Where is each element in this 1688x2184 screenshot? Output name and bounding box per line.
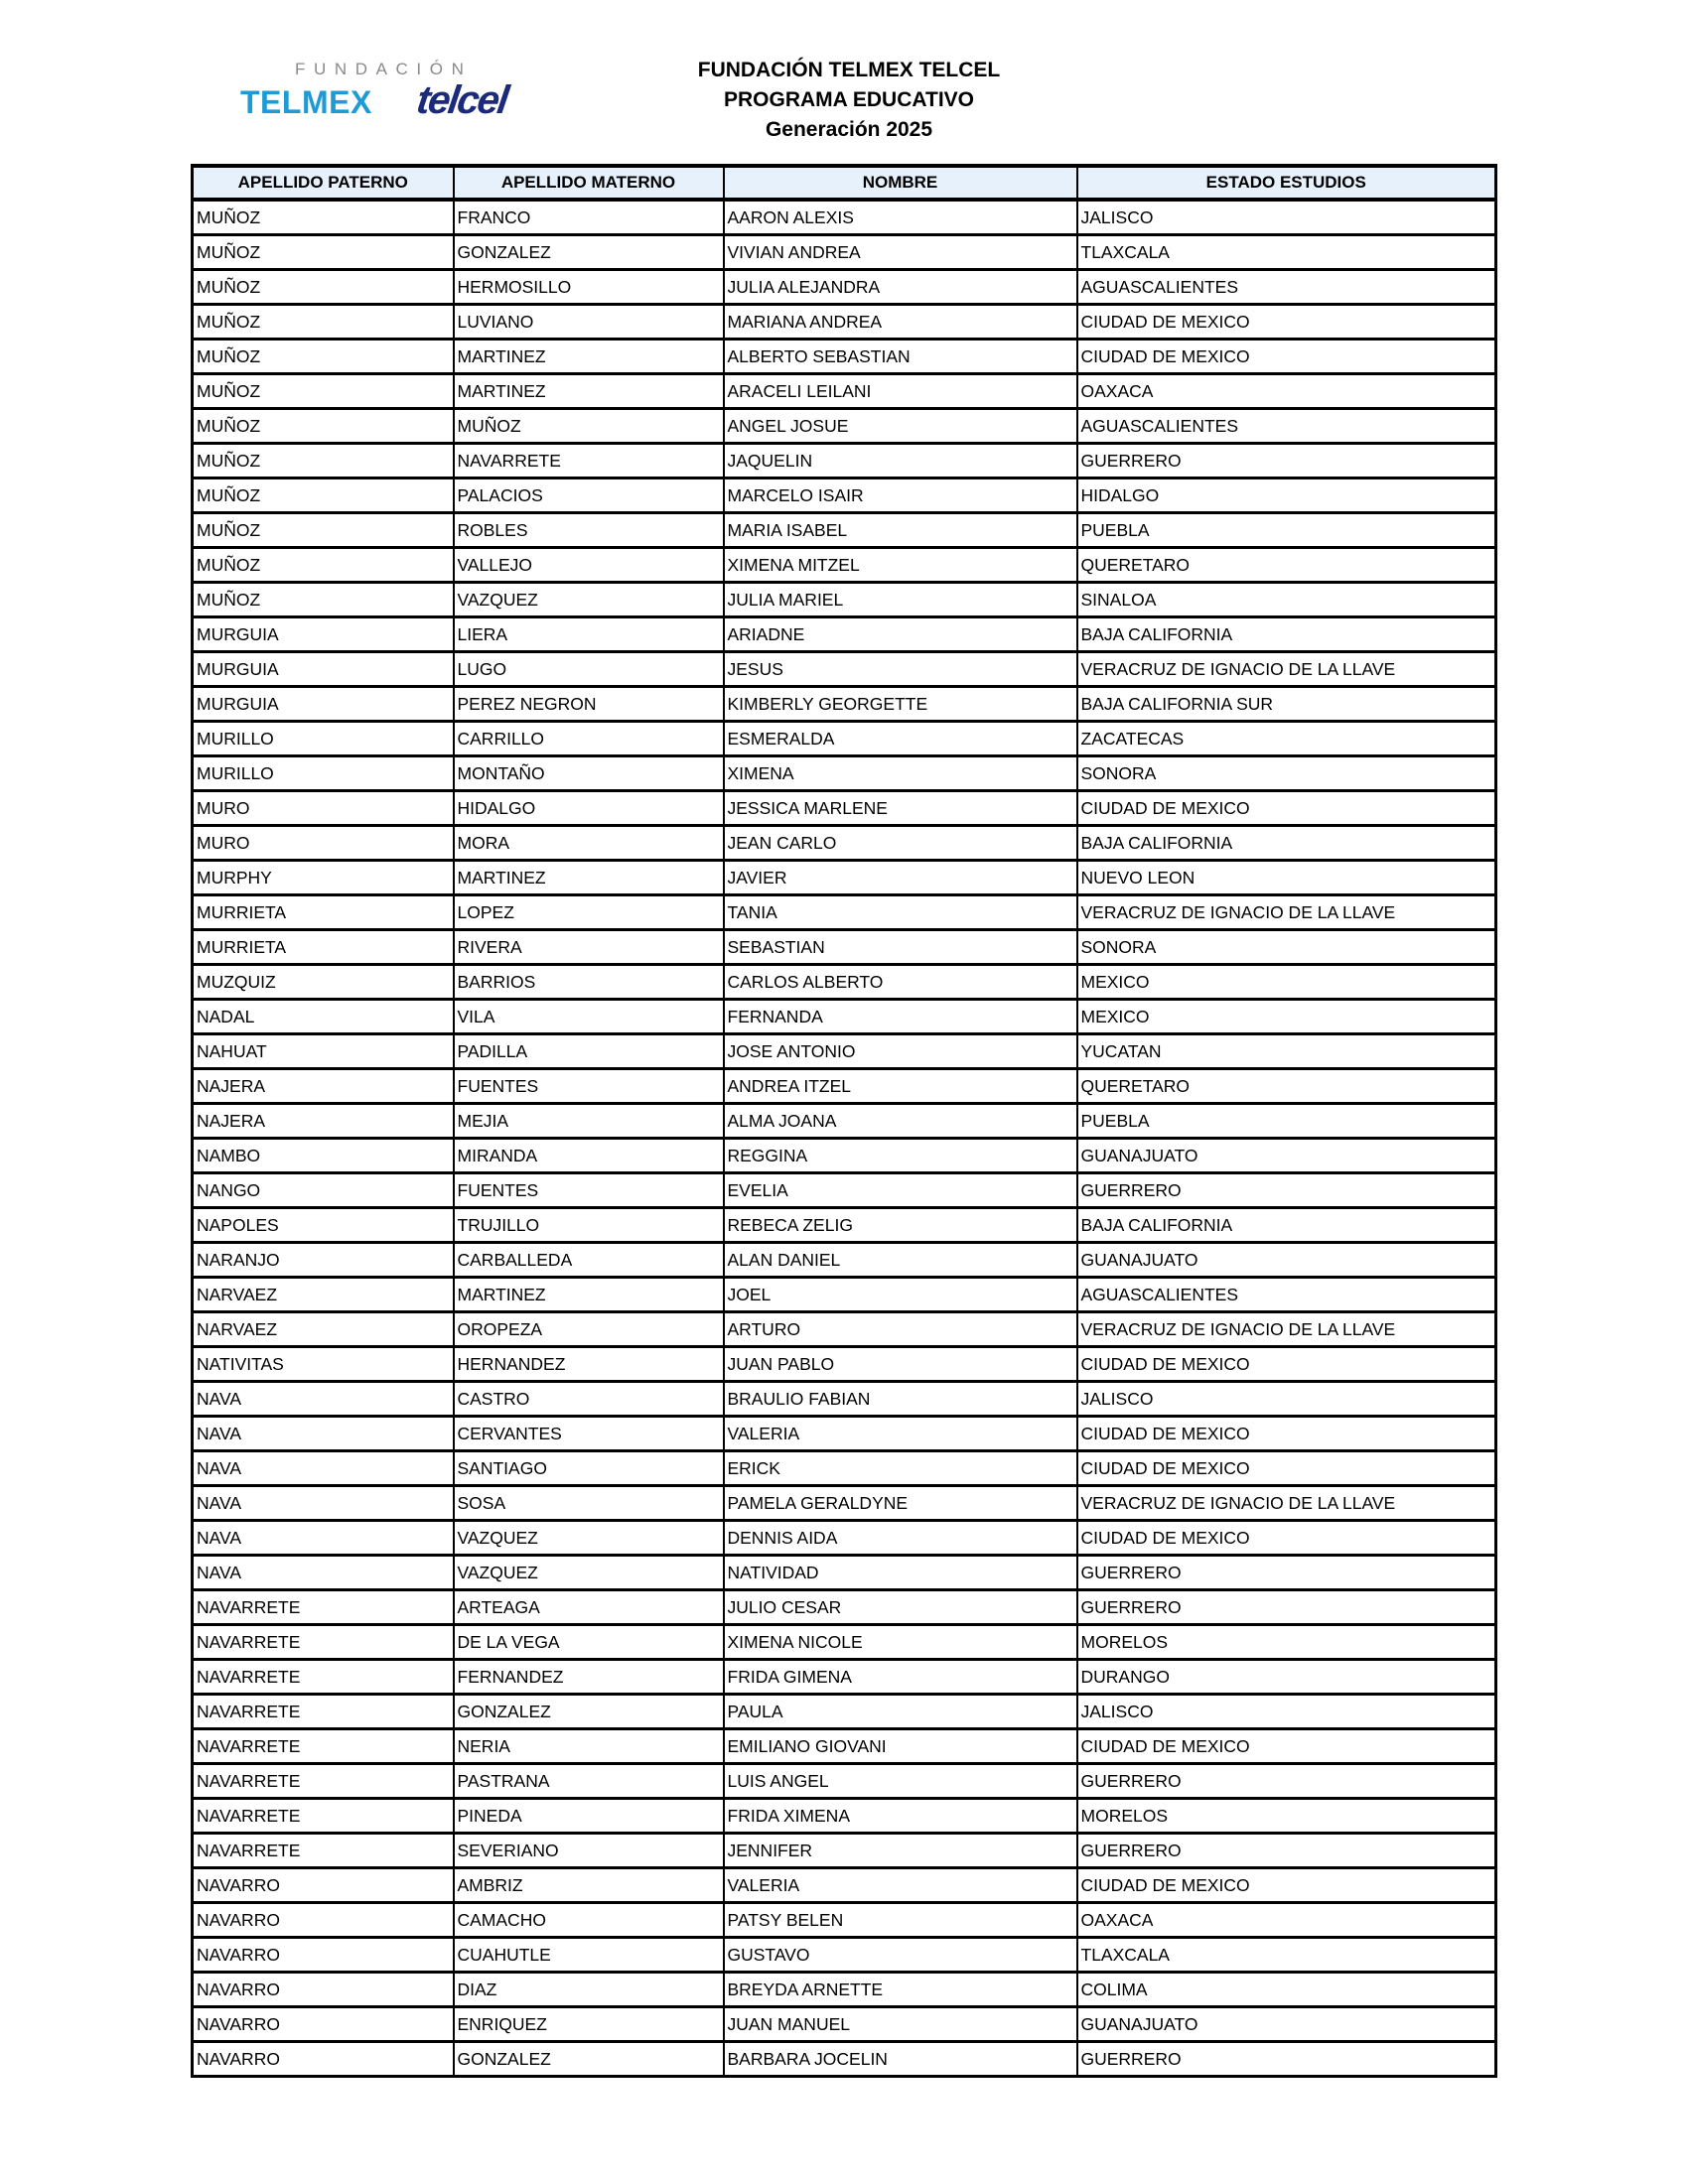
apellido-paterno-cell: MURRIETA bbox=[193, 930, 454, 965]
apellido-materno-cell: GONZALEZ bbox=[454, 235, 724, 270]
nombre-cell: VIVIAN ANDREA bbox=[724, 235, 1077, 270]
estado-estudios-cell: CIUDAD DE MEXICO bbox=[1077, 340, 1496, 374]
table-row bbox=[193, 861, 1496, 895]
apellido-materno-cell: ARTEAGA bbox=[454, 1590, 724, 1625]
estado-estudios-cell: OAXACA bbox=[1077, 374, 1496, 409]
apellido-paterno-cell: MURILLO bbox=[193, 722, 454, 756]
nombre-cell: AARON ALEXIS bbox=[724, 200, 1077, 235]
estado-estudios-cell: GUERRERO bbox=[1077, 1590, 1496, 1625]
apellido-paterno-cell: MUÑOZ bbox=[193, 374, 454, 409]
nombre-cell: JESSICA MARLENE bbox=[724, 791, 1077, 826]
fundacion-telmex-telcel-logo bbox=[238, 58, 556, 127]
nombre-cell: VALERIA bbox=[724, 1868, 1077, 1903]
apellido-materno-cell: MARTINEZ bbox=[454, 1278, 724, 1312]
apellido-materno-cell: RIVERA bbox=[454, 930, 724, 965]
table-row bbox=[193, 270, 1496, 305]
apellido-paterno-cell: NAVARRO bbox=[193, 1868, 454, 1903]
apellido-materno-cell: FUENTES bbox=[454, 1173, 724, 1208]
table-row bbox=[193, 1695, 1496, 1729]
apellido-paterno-cell: NAVARRETE bbox=[193, 1764, 454, 1799]
estado-estudios-cell: GUERRERO bbox=[1077, 1173, 1496, 1208]
nombre-cell: JESUS bbox=[724, 652, 1077, 687]
estado-estudios-cell: JALISCO bbox=[1077, 1695, 1496, 1729]
apellido-materno-cell: SOSA bbox=[454, 1486, 724, 1521]
apellido-materno-cell: LOPEZ bbox=[454, 895, 724, 930]
estado-estudios-cell: TLAXCALA bbox=[1077, 235, 1496, 270]
apellido-materno-cell: NERIA bbox=[454, 1729, 724, 1764]
estado-estudios-cell: CIUDAD DE MEXICO bbox=[1077, 1347, 1496, 1382]
estado-estudios-cell: VERACRUZ DE IGNACIO DE LA LLAVE bbox=[1077, 895, 1496, 930]
nombre-cell: ANGEL JOSUE bbox=[724, 409, 1077, 444]
table-row bbox=[193, 374, 1496, 409]
nombre-cell: XIMENA bbox=[724, 756, 1077, 791]
estado-estudios-cell: ZACATECAS bbox=[1077, 722, 1496, 756]
apellido-materno-cell: MARTINEZ bbox=[454, 340, 724, 374]
nombre-cell: BREYDA ARNETTE bbox=[724, 1973, 1077, 2007]
apellido-paterno-cell: MUÑOZ bbox=[193, 409, 454, 444]
apellido-materno-cell: VAZQUEZ bbox=[454, 1556, 724, 1590]
apellido-materno-cell: VALLEJO bbox=[454, 548, 724, 583]
table-row bbox=[193, 305, 1496, 340]
estado-estudios-cell: JALISCO bbox=[1077, 1382, 1496, 1417]
column-header-apellido-materno: APELLIDO MATERNO bbox=[454, 166, 724, 200]
table-row bbox=[193, 826, 1496, 861]
estado-estudios-cell: COLIMA bbox=[1077, 1973, 1496, 2007]
estado-estudios-cell: CIUDAD DE MEXICO bbox=[1077, 1868, 1496, 1903]
estado-estudios-cell: QUERETARO bbox=[1077, 1069, 1496, 1104]
table-row bbox=[193, 1868, 1496, 1903]
nombre-cell: XIMENA NICOLE bbox=[724, 1625, 1077, 1660]
apellido-materno-cell: CASTRO bbox=[454, 1382, 724, 1417]
nombre-cell: SEBASTIAN bbox=[724, 930, 1077, 965]
apellido-materno-cell: GONZALEZ bbox=[454, 2042, 724, 2077]
apellido-materno-cell: VAZQUEZ bbox=[454, 1521, 724, 1556]
students-table bbox=[191, 164, 1497, 2078]
nombre-cell: FRIDA XIMENA bbox=[724, 1799, 1077, 1834]
column-header-nombre: NOMBRE bbox=[724, 166, 1077, 200]
estado-estudios-cell: DURANGO bbox=[1077, 1660, 1496, 1695]
estado-estudios-cell: BAJA CALIFORNIA bbox=[1077, 826, 1496, 861]
apellido-paterno-cell: NAVARRETE bbox=[193, 1695, 454, 1729]
apellido-paterno-cell: NAVARRETE bbox=[193, 1625, 454, 1660]
nombre-cell: MARIA ISABEL bbox=[724, 513, 1077, 548]
logo-telcel-text: telcel bbox=[413, 78, 510, 122]
nombre-cell: JOSE ANTONIO bbox=[724, 1034, 1077, 1069]
apellido-paterno-cell: NAVA bbox=[193, 1382, 454, 1417]
document-title bbox=[596, 56, 1102, 145]
estado-estudios-cell: AGUASCALIENTES bbox=[1077, 409, 1496, 444]
table-header-row bbox=[193, 166, 1496, 200]
apellido-paterno-cell: MURRIETA bbox=[193, 895, 454, 930]
estado-estudios-cell: GUANAJUATO bbox=[1077, 1243, 1496, 1278]
nombre-cell: VALERIA bbox=[724, 1417, 1077, 1451]
apellido-paterno-cell: NAVARRO bbox=[193, 1973, 454, 2007]
nombre-cell: JOEL bbox=[724, 1278, 1077, 1312]
title-generation: Generación 2025 bbox=[765, 118, 933, 141]
table-row bbox=[193, 1521, 1496, 1556]
nombre-cell: JEAN CARLO bbox=[724, 826, 1077, 861]
table-row bbox=[193, 1000, 1496, 1034]
nombre-cell: TANIA bbox=[724, 895, 1077, 930]
table-row bbox=[193, 1417, 1496, 1451]
estado-estudios-cell: GUERRERO bbox=[1077, 2042, 1496, 2077]
apellido-paterno-cell: NAVARRETE bbox=[193, 1799, 454, 1834]
table-row bbox=[193, 1243, 1496, 1278]
column-header-apellido-paterno: APELLIDO PATERNO bbox=[193, 166, 454, 200]
apellido-paterno-cell: NARANJO bbox=[193, 1243, 454, 1278]
nombre-cell: MARCELO ISAIR bbox=[724, 478, 1077, 513]
table-row bbox=[193, 1729, 1496, 1764]
nombre-cell: DENNIS AIDA bbox=[724, 1521, 1077, 1556]
estado-estudios-cell: GUERRERO bbox=[1077, 1834, 1496, 1868]
nombre-cell: JENNIFER bbox=[724, 1834, 1077, 1868]
table-row bbox=[193, 965, 1496, 1000]
apellido-materno-cell: BARRIOS bbox=[454, 965, 724, 1000]
apellido-materno-cell: VAZQUEZ bbox=[454, 583, 724, 617]
table-row bbox=[193, 1347, 1496, 1382]
apellido-paterno-cell: NAHUAT bbox=[193, 1034, 454, 1069]
table-row bbox=[193, 444, 1496, 478]
apellido-materno-cell: HERMOSILLO bbox=[454, 270, 724, 305]
estado-estudios-cell: SINALOA bbox=[1077, 583, 1496, 617]
apellido-materno-cell: CERVANTES bbox=[454, 1417, 724, 1451]
estado-estudios-cell: BAJA CALIFORNIA bbox=[1077, 617, 1496, 652]
table-row bbox=[193, 1451, 1496, 1486]
nombre-cell: ARIADNE bbox=[724, 617, 1077, 652]
estado-estudios-cell: PUEBLA bbox=[1077, 1104, 1496, 1139]
apellido-paterno-cell: NARVAEZ bbox=[193, 1278, 454, 1312]
apellido-materno-cell: MONTAÑO bbox=[454, 756, 724, 791]
table-row bbox=[193, 409, 1496, 444]
estado-estudios-cell: HIDALGO bbox=[1077, 478, 1496, 513]
apellido-materno-cell: ROBLES bbox=[454, 513, 724, 548]
estado-estudios-cell: TLAXCALA bbox=[1077, 1938, 1496, 1973]
apellido-materno-cell: CARRILLO bbox=[454, 722, 724, 756]
apellido-materno-cell: PADILLA bbox=[454, 1034, 724, 1069]
apellido-paterno-cell: MUZQUIZ bbox=[193, 965, 454, 1000]
apellido-paterno-cell: MURO bbox=[193, 791, 454, 826]
table-row bbox=[193, 687, 1496, 722]
estado-estudios-cell: MORELOS bbox=[1077, 1799, 1496, 1834]
apellido-materno-cell: MEJIA bbox=[454, 1104, 724, 1139]
estado-estudios-cell: AGUASCALIENTES bbox=[1077, 1278, 1496, 1312]
nombre-cell: JAQUELIN bbox=[724, 444, 1077, 478]
estado-estudios-cell: GUERRERO bbox=[1077, 444, 1496, 478]
apellido-paterno-cell: NAVARRO bbox=[193, 1903, 454, 1938]
estado-estudios-cell: CIUDAD DE MEXICO bbox=[1077, 791, 1496, 826]
table-row bbox=[193, 1382, 1496, 1417]
apellido-materno-cell: FERNANDEZ bbox=[454, 1660, 724, 1695]
nombre-cell: BARBARA JOCELIN bbox=[724, 2042, 1077, 2077]
table-row bbox=[193, 930, 1496, 965]
table-row bbox=[193, 1764, 1496, 1799]
apellido-materno-cell: LUGO bbox=[454, 652, 724, 687]
apellido-paterno-cell: NAVA bbox=[193, 1417, 454, 1451]
nombre-cell: ALMA JOANA bbox=[724, 1104, 1077, 1139]
nombre-cell: JAVIER bbox=[724, 861, 1077, 895]
apellido-paterno-cell: NAVARRETE bbox=[193, 1834, 454, 1868]
apellido-paterno-cell: NARVAEZ bbox=[193, 1312, 454, 1347]
nombre-cell: JUAN PABLO bbox=[724, 1347, 1077, 1382]
nombre-cell: ANDREA ITZEL bbox=[724, 1069, 1077, 1104]
apellido-paterno-cell: MURGUIA bbox=[193, 617, 454, 652]
apellido-paterno-cell: MUÑOZ bbox=[193, 548, 454, 583]
nombre-cell: PAULA bbox=[724, 1695, 1077, 1729]
nombre-cell: CARLOS ALBERTO bbox=[724, 965, 1077, 1000]
apellido-materno-cell: ENRIQUEZ bbox=[454, 2007, 724, 2042]
table-row bbox=[193, 756, 1496, 791]
estado-estudios-cell: BAJA CALIFORNIA bbox=[1077, 1208, 1496, 1243]
table-row bbox=[193, 895, 1496, 930]
estado-estudios-cell: CIUDAD DE MEXICO bbox=[1077, 1417, 1496, 1451]
apellido-paterno-cell: NAVA bbox=[193, 1556, 454, 1590]
estado-estudios-cell: MEXICO bbox=[1077, 965, 1496, 1000]
table-row bbox=[193, 722, 1496, 756]
estado-estudios-cell: GUERRERO bbox=[1077, 1556, 1496, 1590]
apellido-paterno-cell: NAVA bbox=[193, 1451, 454, 1486]
estado-estudios-cell: MORELOS bbox=[1077, 1625, 1496, 1660]
table-row bbox=[193, 235, 1496, 270]
apellido-materno-cell: OROPEZA bbox=[454, 1312, 724, 1347]
apellido-materno-cell: TRUJILLO bbox=[454, 1208, 724, 1243]
estado-estudios-cell: QUERETARO bbox=[1077, 548, 1496, 583]
table-row bbox=[193, 617, 1496, 652]
apellido-materno-cell: HERNANDEZ bbox=[454, 1347, 724, 1382]
table-row bbox=[193, 1834, 1496, 1868]
estado-estudios-cell: SONORA bbox=[1077, 930, 1496, 965]
apellido-paterno-cell: NAVA bbox=[193, 1521, 454, 1556]
estado-estudios-cell: JALISCO bbox=[1077, 200, 1496, 235]
estado-estudios-cell: PUEBLA bbox=[1077, 513, 1496, 548]
apellido-materno-cell: PINEDA bbox=[454, 1799, 724, 1834]
apellido-paterno-cell: NAMBO bbox=[193, 1139, 454, 1173]
apellido-paterno-cell: NADAL bbox=[193, 1000, 454, 1034]
nombre-cell: ALAN DANIEL bbox=[724, 1243, 1077, 1278]
table-row bbox=[193, 1590, 1496, 1625]
estado-estudios-cell: YUCATAN bbox=[1077, 1034, 1496, 1069]
apellido-materno-cell: MORA bbox=[454, 826, 724, 861]
estado-estudios-cell: GUANAJUATO bbox=[1077, 2007, 1496, 2042]
apellido-paterno-cell: NATIVITAS bbox=[193, 1347, 454, 1382]
apellido-paterno-cell: MUÑOZ bbox=[193, 270, 454, 305]
table-row bbox=[193, 583, 1496, 617]
apellido-materno-cell: SEVERIANO bbox=[454, 1834, 724, 1868]
nombre-cell: FRIDA GIMENA bbox=[724, 1660, 1077, 1695]
estado-estudios-cell: NUEVO LEON bbox=[1077, 861, 1496, 895]
apellido-materno-cell: CUAHUTLE bbox=[454, 1938, 724, 1973]
nombre-cell: KIMBERLY GEORGETTE bbox=[724, 687, 1077, 722]
nombre-cell: EVELIA bbox=[724, 1173, 1077, 1208]
apellido-materno-cell: MARTINEZ bbox=[454, 861, 724, 895]
estado-estudios-cell: BAJA CALIFORNIA SUR bbox=[1077, 687, 1496, 722]
apellido-materno-cell: MUÑOZ bbox=[454, 409, 724, 444]
apellido-paterno-cell: MURPHY bbox=[193, 861, 454, 895]
nombre-cell: JULIA ALEJANDRA bbox=[724, 270, 1077, 305]
nombre-cell: LUIS ANGEL bbox=[724, 1764, 1077, 1799]
table-row bbox=[193, 1069, 1496, 1104]
nombre-cell: JULIO CESAR bbox=[724, 1590, 1077, 1625]
apellido-paterno-cell: MUÑOZ bbox=[193, 583, 454, 617]
apellido-materno-cell: DE LA VEGA bbox=[454, 1625, 724, 1660]
apellido-materno-cell: VILA bbox=[454, 1000, 724, 1034]
column-header-estado-estudios: ESTADO ESTUDIOS bbox=[1077, 166, 1496, 200]
apellido-materno-cell: PASTRANA bbox=[454, 1764, 724, 1799]
nombre-cell: MARIANA ANDREA bbox=[724, 305, 1077, 340]
apellido-paterno-cell: NAVARRETE bbox=[193, 1660, 454, 1695]
apellido-paterno-cell: NAVARRO bbox=[193, 2042, 454, 2077]
nombre-cell: EMILIANO GIOVANI bbox=[724, 1729, 1077, 1764]
estado-estudios-cell: CIUDAD DE MEXICO bbox=[1077, 1451, 1496, 1486]
logo-fundacion-text: FUNDACIÓN bbox=[295, 60, 473, 78]
table-row bbox=[193, 1938, 1496, 1973]
apellido-materno-cell: MIRANDA bbox=[454, 1139, 724, 1173]
apellido-paterno-cell: NAVARRO bbox=[193, 2007, 454, 2042]
apellido-paterno-cell: NAVA bbox=[193, 1486, 454, 1521]
apellido-materno-cell: PALACIOS bbox=[454, 478, 724, 513]
table-row bbox=[193, 1660, 1496, 1695]
apellido-materno-cell: NAVARRETE bbox=[454, 444, 724, 478]
table-row bbox=[193, 1034, 1496, 1069]
nombre-cell: REBECA ZELIG bbox=[724, 1208, 1077, 1243]
apellido-paterno-cell: MUÑOZ bbox=[193, 478, 454, 513]
table-body bbox=[193, 200, 1496, 2077]
estado-estudios-cell: MEXICO bbox=[1077, 1000, 1496, 1034]
apellido-paterno-cell: MURGUIA bbox=[193, 652, 454, 687]
table-row bbox=[193, 1139, 1496, 1173]
estado-estudios-cell: VERACRUZ DE IGNACIO DE LA LLAVE bbox=[1077, 1486, 1496, 1521]
apellido-materno-cell: CAMACHO bbox=[454, 1903, 724, 1938]
nombre-cell: PATSY BELEN bbox=[724, 1903, 1077, 1938]
table-row bbox=[193, 478, 1496, 513]
nombre-cell: JUAN MANUEL bbox=[724, 2007, 1077, 2042]
nombre-cell: ERICK bbox=[724, 1451, 1077, 1486]
nombre-cell: FERNANDA bbox=[724, 1000, 1077, 1034]
apellido-materno-cell: HIDALGO bbox=[454, 791, 724, 826]
nombre-cell: GUSTAVO bbox=[724, 1938, 1077, 1973]
apellido-paterno-cell: MUÑOZ bbox=[193, 235, 454, 270]
apellido-paterno-cell: MURGUIA bbox=[193, 687, 454, 722]
table-row bbox=[193, 1799, 1496, 1834]
table-row bbox=[193, 513, 1496, 548]
table-row bbox=[193, 1278, 1496, 1312]
title-program: PROGRAMA EDUCATIVO bbox=[724, 88, 974, 111]
nombre-cell: XIMENA MITZEL bbox=[724, 548, 1077, 583]
estado-estudios-cell: SONORA bbox=[1077, 756, 1496, 791]
table-row bbox=[193, 1625, 1496, 1660]
apellido-materno-cell: PEREZ NEGRON bbox=[454, 687, 724, 722]
table-row bbox=[193, 1104, 1496, 1139]
estado-estudios-cell: CIUDAD DE MEXICO bbox=[1077, 1729, 1496, 1764]
nombre-cell: JULIA MARIEL bbox=[724, 583, 1077, 617]
apellido-paterno-cell: NAJERA bbox=[193, 1069, 454, 1104]
apellido-paterno-cell: MURO bbox=[193, 826, 454, 861]
table-row bbox=[193, 1903, 1496, 1938]
estado-estudios-cell: VERACRUZ DE IGNACIO DE LA LLAVE bbox=[1077, 652, 1496, 687]
table-row bbox=[193, 652, 1496, 687]
estado-estudios-cell: AGUASCALIENTES bbox=[1077, 270, 1496, 305]
apellido-paterno-cell: NAJERA bbox=[193, 1104, 454, 1139]
table-row bbox=[193, 791, 1496, 826]
table-row bbox=[193, 340, 1496, 374]
table-row bbox=[193, 2007, 1496, 2042]
apellido-paterno-cell: MURILLO bbox=[193, 756, 454, 791]
apellido-paterno-cell: NAPOLES bbox=[193, 1208, 454, 1243]
table-row bbox=[193, 1973, 1496, 2007]
apellido-materno-cell: FRANCO bbox=[454, 200, 724, 235]
table-row bbox=[193, 200, 1496, 235]
estado-estudios-cell: CIUDAD DE MEXICO bbox=[1077, 1521, 1496, 1556]
apellido-materno-cell: CARBALLEDA bbox=[454, 1243, 724, 1278]
apellido-materno-cell: GONZALEZ bbox=[454, 1695, 724, 1729]
apellido-materno-cell: FUENTES bbox=[454, 1069, 724, 1104]
nombre-cell: REGGINA bbox=[724, 1139, 1077, 1173]
nombre-cell: PAMELA GERALDYNE bbox=[724, 1486, 1077, 1521]
estado-estudios-cell: CIUDAD DE MEXICO bbox=[1077, 305, 1496, 340]
apellido-paterno-cell: MUÑOZ bbox=[193, 513, 454, 548]
nombre-cell: BRAULIO FABIAN bbox=[724, 1382, 1077, 1417]
estado-estudios-cell: OAXACA bbox=[1077, 1903, 1496, 1938]
apellido-paterno-cell: MUÑOZ bbox=[193, 305, 454, 340]
table-row bbox=[193, 1173, 1496, 1208]
apellido-materno-cell: DIAZ bbox=[454, 1973, 724, 2007]
apellido-materno-cell: LIERA bbox=[454, 617, 724, 652]
estado-estudios-cell: GUERRERO bbox=[1077, 1764, 1496, 1799]
nombre-cell: ALBERTO SEBASTIAN bbox=[724, 340, 1077, 374]
table-row bbox=[193, 1556, 1496, 1590]
nombre-cell: ARACELI LEILANI bbox=[724, 374, 1077, 409]
estado-estudios-cell: VERACRUZ DE IGNACIO DE LA LLAVE bbox=[1077, 1312, 1496, 1347]
apellido-materno-cell: SANTIAGO bbox=[454, 1451, 724, 1486]
apellido-paterno-cell: NAVARRO bbox=[193, 1938, 454, 1973]
logo-telmex-text: TELMEX bbox=[240, 84, 372, 120]
table-row bbox=[193, 1312, 1496, 1347]
apellido-materno-cell: LUVIANO bbox=[454, 305, 724, 340]
apellido-paterno-cell: NAVARRETE bbox=[193, 1729, 454, 1764]
nombre-cell: NATIVIDAD bbox=[724, 1556, 1077, 1590]
apellido-paterno-cell: MUÑOZ bbox=[193, 340, 454, 374]
apellido-materno-cell: MARTINEZ bbox=[454, 374, 724, 409]
apellido-paterno-cell: NANGO bbox=[193, 1173, 454, 1208]
apellido-materno-cell: AMBRIZ bbox=[454, 1868, 724, 1903]
table-row bbox=[193, 2042, 1496, 2077]
table-row bbox=[193, 1208, 1496, 1243]
apellido-paterno-cell: MUÑOZ bbox=[193, 200, 454, 235]
table-row bbox=[193, 1486, 1496, 1521]
title-organization: FUNDACIÓN TELMEX TELCEL bbox=[697, 59, 1001, 81]
apellido-paterno-cell: NAVARRETE bbox=[193, 1590, 454, 1625]
nombre-cell: ARTURO bbox=[724, 1312, 1077, 1347]
table-row bbox=[193, 548, 1496, 583]
nombre-cell: ESMERALDA bbox=[724, 722, 1077, 756]
apellido-paterno-cell: MUÑOZ bbox=[193, 444, 454, 478]
estado-estudios-cell: GUANAJUATO bbox=[1077, 1139, 1496, 1173]
